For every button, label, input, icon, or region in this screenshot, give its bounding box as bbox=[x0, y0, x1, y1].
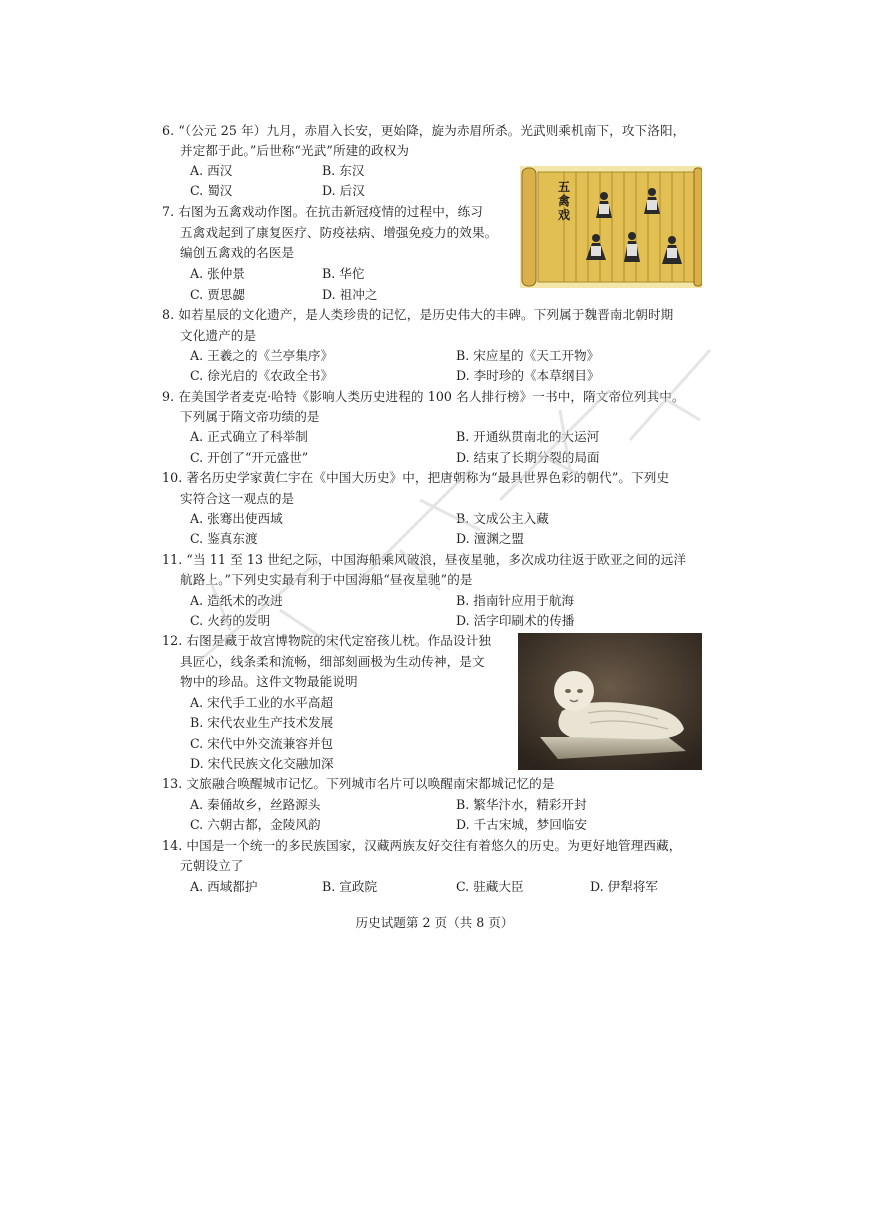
q12-option-a: A. 宋代手工业的水平高超 bbox=[190, 695, 334, 710]
q9-option-a: A. 正式确立了科举制 bbox=[190, 429, 308, 444]
q10-option-c: C. 鉴真东渡 bbox=[190, 531, 258, 546]
q13-option-b: B. 繁华汴水，精彩开封 bbox=[456, 797, 587, 812]
q11-option-c: C. 火药的发明 bbox=[190, 613, 271, 628]
q10-line-2: 实符合这一观点的是 bbox=[180, 491, 295, 506]
q13-option-a: A. 秦俑故乡，丝路源头 bbox=[190, 797, 321, 812]
q12-line-2: 具匠心，线条柔和流畅，细部刻画极为生动传神，是文 bbox=[180, 654, 485, 669]
q10-option-d: D. 澶渊之盟 bbox=[456, 531, 525, 546]
porcelain-pillow-image bbox=[518, 633, 702, 770]
q14-option-a: A. 西域都护 bbox=[190, 879, 258, 894]
q9-option-c: C. 开创了“开元盛世” bbox=[190, 450, 309, 465]
porcelain-pillow-photo bbox=[518, 633, 702, 770]
q7-option-b: B. 华佗 bbox=[322, 266, 365, 281]
q11-line-2: 航路上。”下列史实最有利于中国海船“昼夜星驰”的是 bbox=[180, 572, 473, 587]
q7-option-d: D. 祖冲之 bbox=[322, 287, 378, 302]
q14-line-1: 14. 中国是一个统一的多民族国家，汉藏两族友好交往有着悠久的历史。为更好地管理西藏， bbox=[162, 838, 682, 853]
q11-option-a: A. 造纸术的改进 bbox=[190, 593, 283, 608]
q6-line-2: 并定都于此。”后世称“光武”所建的政权为 bbox=[180, 143, 410, 158]
q7-line-2: 五禽戏起到了康复医疗、防疫祛病、增强免疫力的效果。 bbox=[180, 225, 498, 240]
q12-option-d: D. 宋代民族文化交融加深 bbox=[190, 756, 334, 771]
q6-option-a: A. 西汉 bbox=[190, 163, 233, 178]
q8-option-a: A. 王羲之的《兰亭集序》 bbox=[190, 348, 334, 363]
q13-option-c: C. 六朝古都，金陵风韵 bbox=[190, 817, 321, 832]
q6-option-c: C. 蜀汉 bbox=[190, 183, 233, 198]
q6-option-b: B. 东汉 bbox=[322, 163, 365, 178]
q12-line-3: 物中的珍品。这件文物最能说明 bbox=[180, 674, 358, 689]
q7-option-a: A. 张仲景 bbox=[190, 266, 245, 281]
q14-option-b: B. 宣政院 bbox=[322, 879, 378, 894]
q9-option-b: B. 开通纵贯南北的大运河 bbox=[456, 429, 600, 444]
q11-option-b: B. 指南针应用于航海 bbox=[456, 593, 575, 608]
q14-line-2: 元朝设立了 bbox=[180, 858, 244, 873]
q12-option-c: C. 宋代中外交流兼容并包 bbox=[190, 736, 334, 751]
q13-line-1: 13. 文旅融合唤醒城市记忆。下列城市名片可以唤醒南宋都城记忆的是 bbox=[162, 776, 555, 791]
q10-option-a: A. 张骞出使西域 bbox=[190, 511, 283, 526]
q10-line-1: 10. 著名历史学家黄仁宇在《中国大历史》中，把唐朝称为“最具世界色彩的朝代”。下列史 bbox=[162, 470, 670, 485]
q14-option-d: D. 伊犁将军 bbox=[590, 879, 659, 894]
q8-line-1: 8. 如若星辰的文化遗产，是人类珍贵的记忆，是历史伟大的丰碑。下列属于魏晋南北朝时期 bbox=[162, 307, 674, 322]
q12-option-b: B. 宋代农业生产技术发展 bbox=[190, 715, 334, 730]
q7-line-1: 7. 右图为五禽戏动作图。在抗击新冠疫情的过程中，练习 bbox=[162, 204, 483, 219]
q11-option-d: D. 活字印刷术的传播 bbox=[456, 613, 575, 628]
q13-option-d: D. 千古宋城，梦回临安 bbox=[456, 817, 587, 832]
q8-option-d: D. 李时珍的《本草纲目》 bbox=[456, 368, 600, 383]
q11-line-1: 11. “当 11 至 13 世纪之际，中国海船乘风破浪，昼夜星驰，多次成功往返于欧亚之间的远洋 bbox=[162, 552, 687, 567]
q7-option-c: C. 贾思勰 bbox=[190, 287, 245, 302]
q6-line-1: 6. “（公元 25 年）九月，赤眉入长安，更始降，旋为赤眉所杀。光武则乘机南下，攻下洛阳， bbox=[162, 123, 686, 138]
q7-line-3: 编创五禽戏的名医是 bbox=[180, 245, 295, 260]
q6-option-d: D. 后汉 bbox=[322, 183, 365, 198]
q12-line-1: 12. 右图是藏于故宫博物院的宋代定窑孩儿枕。作品设计独 bbox=[162, 633, 492, 648]
scroll-illustration bbox=[520, 166, 702, 288]
q9-line-2: 下列属于隋文帝功绩的是 bbox=[180, 409, 320, 424]
q10-option-b: B. 文成公主入藏 bbox=[456, 511, 549, 526]
wuqinxi-title: 五禽戏 bbox=[558, 180, 571, 222]
q8-option-c: C. 徐光启的《农政全书》 bbox=[190, 368, 334, 383]
q14-option-c: C. 驻藏大臣 bbox=[456, 879, 524, 894]
page-footer: 历史试题第 2 页（共 8 页） bbox=[355, 915, 514, 930]
q8-line-2: 文化遗产的是 bbox=[180, 328, 257, 343]
wuqinxi-scroll-figure bbox=[520, 166, 702, 288]
q9-option-d: D. 结束了长期分裂的局面 bbox=[456, 450, 600, 465]
q9-line-1: 9. 在美国学者麦克·哈特《影响人类历史进程的 100 名人排行榜》一书中，隋文帝位列其中。 bbox=[162, 389, 685, 404]
q8-option-b: B. 宋应星的《天工开物》 bbox=[456, 348, 600, 363]
